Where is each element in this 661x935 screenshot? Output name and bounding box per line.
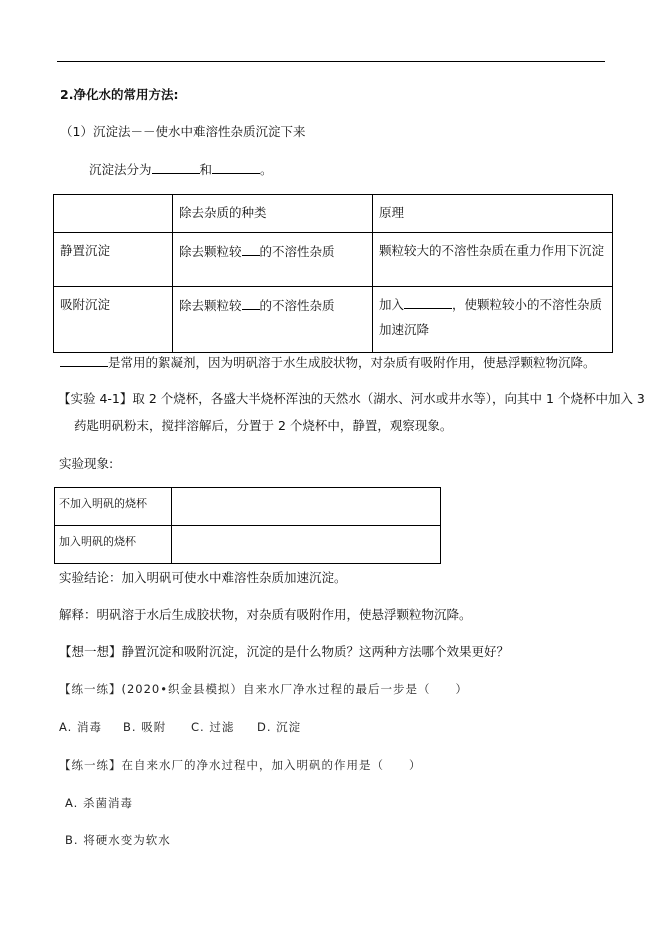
impurity-kind xyxy=(173,287,373,353)
table-row xyxy=(55,526,441,564)
practice2-question: 【练一练】在自来水厂的净水过程中，加入明矾的作用是（ ） xyxy=(59,758,422,772)
practice1-option-a[interactable]: A. 消毒 xyxy=(59,720,102,734)
principle-line2: 加速沉降 xyxy=(379,322,430,337)
practice1-option-c[interactable]: C. 过滤 xyxy=(191,720,235,734)
table-row xyxy=(54,287,613,353)
principle xyxy=(373,287,613,353)
header-rule xyxy=(57,61,605,62)
table-header-row xyxy=(54,195,613,233)
practice1-question: 【练一练】(2020•织金县模拟）自来水厂净水过程的最后一步是（ ） xyxy=(59,682,469,696)
experiment-line2: 药匙明矾粉末，搅拌溶解后，分置于 2 个烧杯中，静置，观察现象。 xyxy=(74,418,453,433)
method-split-prefix: 沉淀法分为 xyxy=(89,162,152,177)
row-label: 加入明矾的烧杯 xyxy=(55,526,172,564)
coagulant-text: 是常用的絮凝剂，因为明矾溶于水生成胶状物，对杂质有吸附作用，使悬浮颗粒物沉降。 xyxy=(108,355,596,370)
practice1-option-d[interactable]: D. 沉淀 xyxy=(257,720,302,734)
experiment-line1: 【实验 4-1】取 2 个烧杯，各盛大半烧杯浑浊的天然水（湖水、河水或井水等），向其中 1 个烧杯中加入 3 xyxy=(58,391,645,406)
method-split-mid: 和 xyxy=(199,162,213,177)
table-header-cell xyxy=(54,195,173,233)
answer-blank[interactable] xyxy=(242,297,260,310)
kind-suffix: 的不溶性杂质 xyxy=(259,244,335,259)
answer-blank[interactable] xyxy=(212,161,260,174)
table-row xyxy=(54,233,613,287)
coagulant-line xyxy=(60,354,596,371)
method-line: （1）沉淀法－－使水中难溶性杂质沉淀下来 xyxy=(60,124,306,139)
observation-cell[interactable] xyxy=(172,488,441,526)
impurity-kind xyxy=(173,233,373,287)
answer-blank[interactable] xyxy=(152,161,200,174)
answer-blank[interactable] xyxy=(242,243,260,256)
sedimentation-table xyxy=(53,194,613,353)
practice2-option-b[interactable]: B. 将硬水变为软水 xyxy=(65,833,171,847)
answer-blank[interactable] xyxy=(404,296,452,309)
method-name: 吸附沉淀 xyxy=(54,287,173,353)
conclusion: 实验结论：加入明矾可使水中难溶性杂质加速沉淀。 xyxy=(59,570,347,585)
phenomenon-table xyxy=(54,487,441,564)
table-row xyxy=(55,488,441,526)
principle-prefix: 加入 xyxy=(379,297,405,312)
section-heading: 2.净化水的常用方法: xyxy=(60,87,179,102)
table-header-cell: 除去杂质的种类 xyxy=(173,195,373,233)
kind-prefix: 除去颗粒较 xyxy=(179,244,242,259)
method-name: 静置沉淀 xyxy=(54,233,173,287)
phenomenon-label: 实验现象: xyxy=(59,456,114,471)
method-split-line xyxy=(89,161,273,178)
kind-prefix: 除去颗粒较 xyxy=(179,298,242,313)
practice1-option-b[interactable]: B. 吸附 xyxy=(123,720,167,734)
kind-suffix: 的不溶性杂质 xyxy=(259,298,335,313)
answer-blank[interactable] xyxy=(60,354,108,367)
principle: 颗粒较大的不溶性杂质在重力作用下沉淀 xyxy=(373,233,613,287)
principle-suffix: ，使颗粒较小的不溶性杂质 xyxy=(452,297,603,312)
table-header-cell: 原理 xyxy=(373,195,613,233)
row-label: 不加入明矾的烧杯 xyxy=(55,488,172,526)
think-question: 【想一想】静置沉淀和吸附沉淀，沉淀的是什么物质？这两种方法哪个效果更好？ xyxy=(59,644,510,659)
method-split-end: 。 xyxy=(260,162,273,177)
explanation: 解释：明矾溶于水后生成胶状物，对杂质有吸附作用，使悬浮颗粒物沉降。 xyxy=(59,607,472,622)
practice2-option-a[interactable]: A. 杀菌消毒 xyxy=(65,796,133,810)
observation-cell[interactable] xyxy=(172,526,441,564)
